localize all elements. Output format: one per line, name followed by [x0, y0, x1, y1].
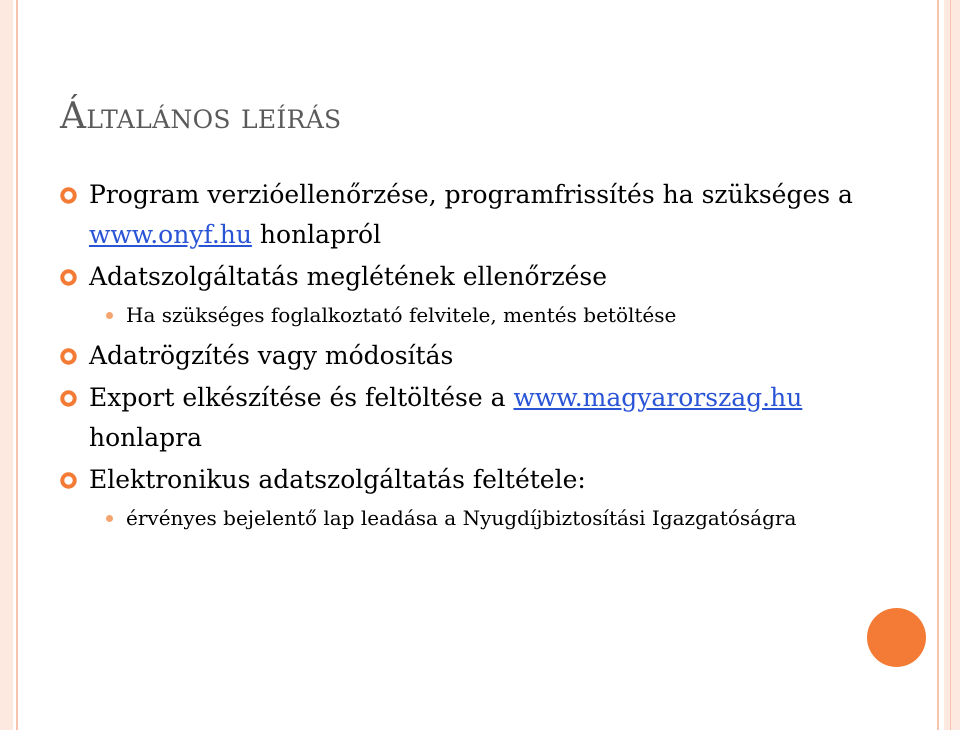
orange-ring-bullet-icon: [60, 187, 77, 204]
list-item-text: Export elkészítése és feltöltése a: [89, 383, 514, 412]
list-item: [60, 257, 920, 297]
list-item: [60, 460, 920, 500]
bullet-list: [60, 175, 920, 539]
left-border-line: [16, 0, 18, 730]
list-item-text: Elektronikus adatszolgáltatás feltétele:: [89, 465, 586, 494]
orange-circle-decoration: [867, 608, 926, 667]
sub-list-item-text: Ha szükséges foglalkoztató felvitele, mentés betöltése: [126, 303, 677, 327]
right-border-line: [937, 0, 939, 730]
orange-ring-bullet-icon: [60, 269, 77, 286]
sub-list-item-text: érvényes bejelentő lap leadása a Nyugdíjbiztosítási Igazgatóságra: [126, 506, 797, 530]
list-item: [60, 336, 920, 376]
list-item: [60, 378, 920, 458]
list-item-text-after: honlapról: [251, 220, 382, 249]
onyf-link[interactable]: www.onyf.hu: [89, 220, 252, 249]
right-border-band: [944, 0, 960, 730]
right-border-inner-line: [950, 0, 951, 730]
orange-dot-bullet-icon: [106, 515, 113, 522]
magyarorszag-link[interactable]: www.magyarorszag.hu: [513, 383, 803, 412]
left-border-band: [0, 0, 13, 730]
orange-ring-bullet-icon: [60, 472, 77, 489]
sub-list-item: [60, 502, 920, 534]
sub-list-item: [60, 299, 920, 331]
list-item-text-after: honlapra: [89, 423, 203, 452]
list-item-text: Adatrögzítés vagy módosítás: [89, 341, 454, 370]
title-word1-rest: LTALÁNOS: [86, 105, 231, 134]
orange-dot-bullet-icon: [106, 312, 113, 319]
title-initial: Á: [60, 96, 87, 137]
title-word2: LEÍRÁS: [240, 105, 342, 134]
slide-title: [60, 96, 341, 137]
list-item-text: Adatszolgáltatás meglétének ellenőrzése: [89, 262, 608, 291]
orange-ring-bullet-icon: [60, 390, 77, 407]
orange-ring-bullet-icon: [60, 348, 77, 365]
list-item-text: Program verzióellenőrzése, programfrissítés ha szükséges a: [89, 180, 853, 209]
list-item: [60, 175, 920, 255]
